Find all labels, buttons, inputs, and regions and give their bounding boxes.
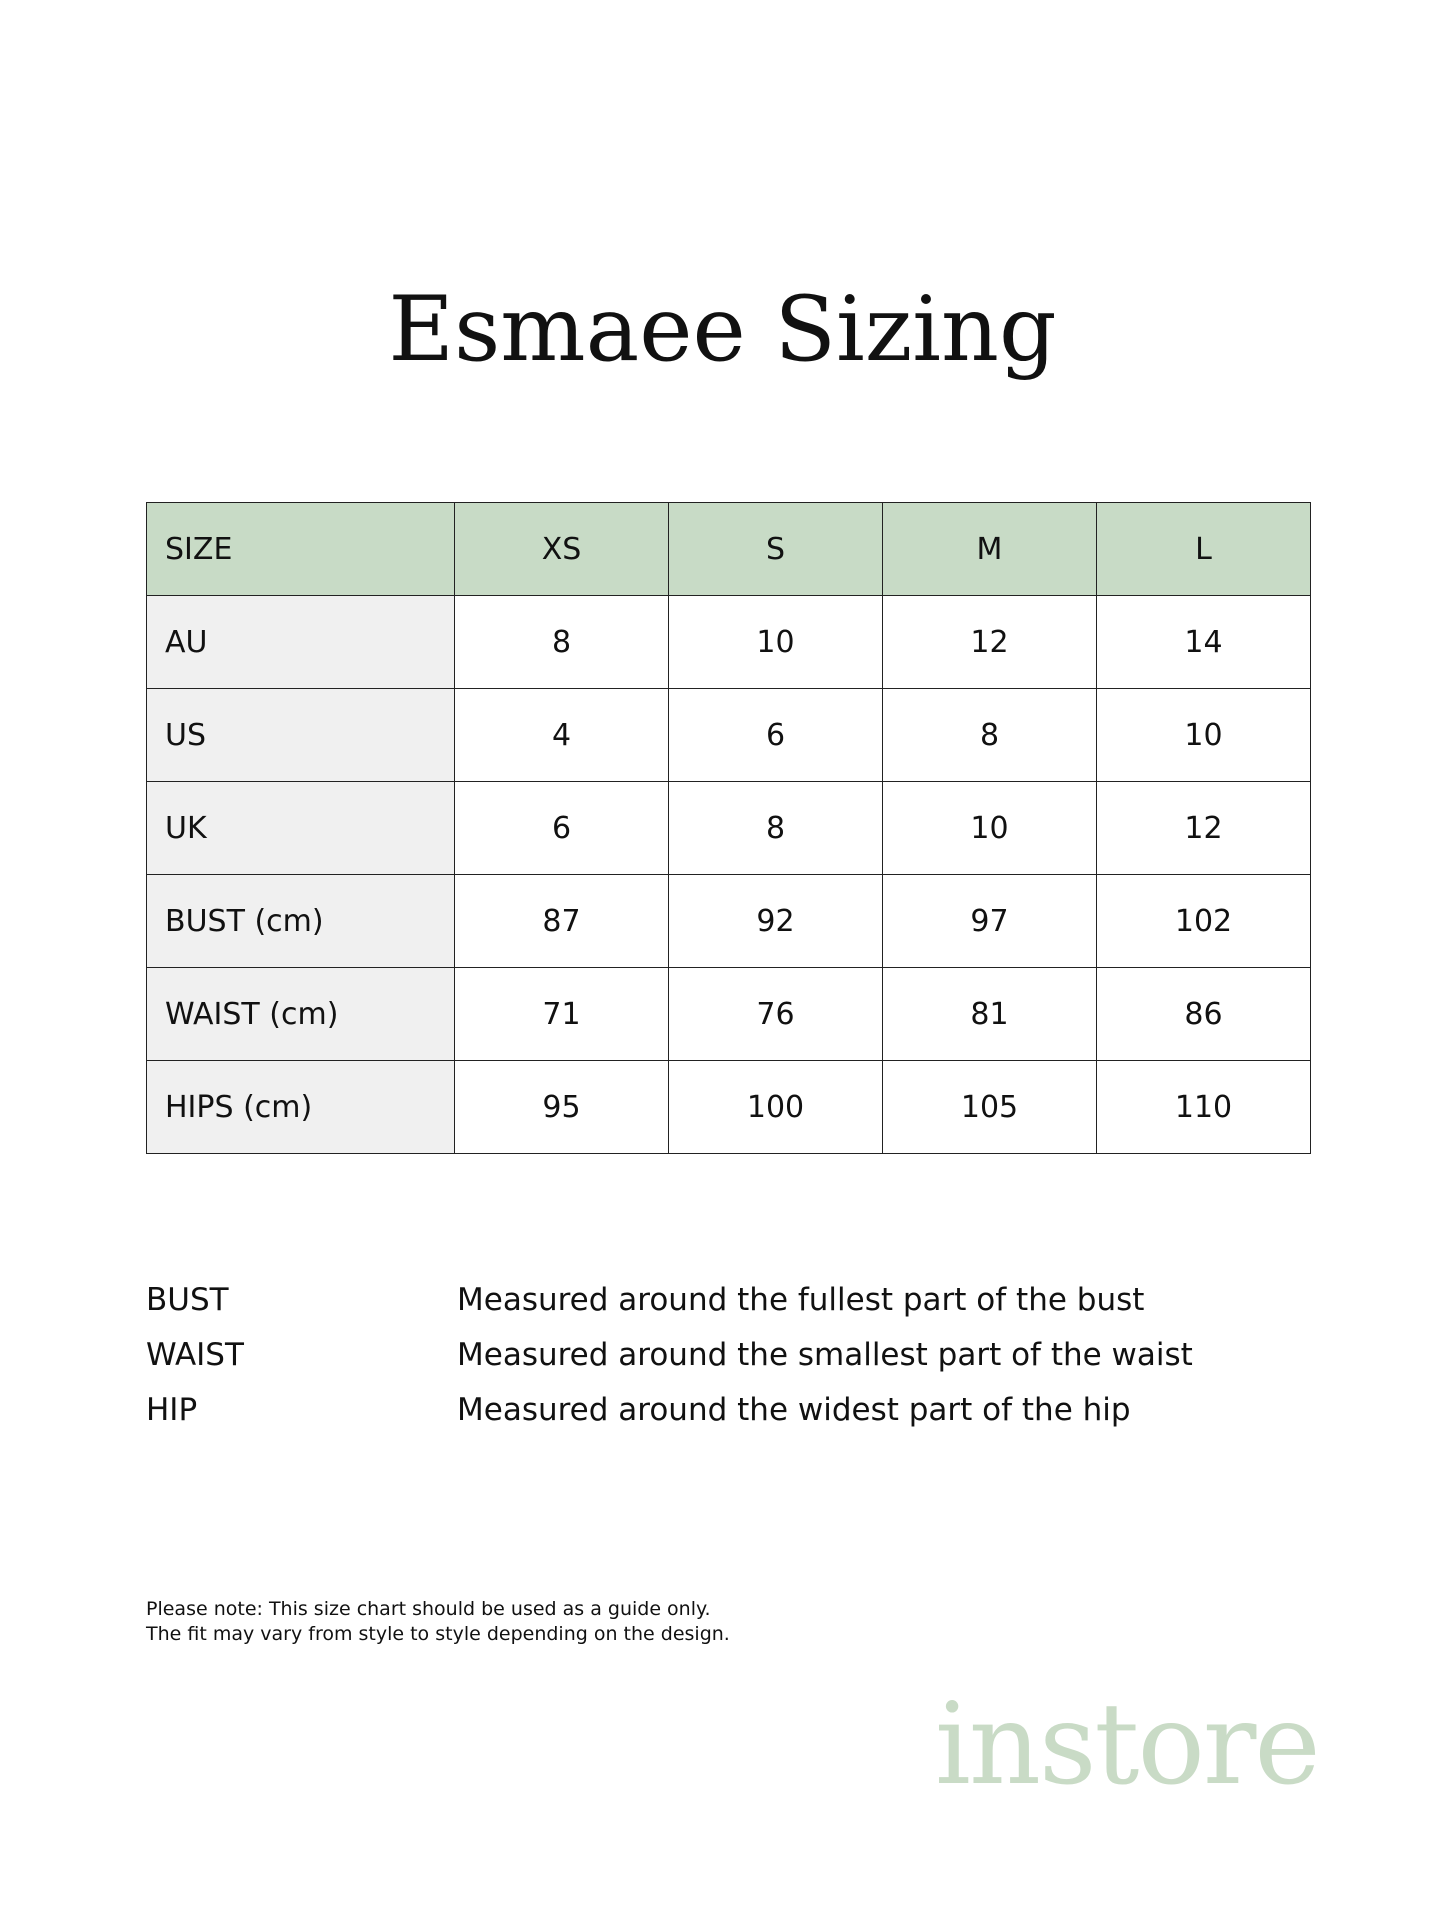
definition-term: WAIST — [146, 1336, 244, 1373]
row-label-bust: BUST (cm) — [147, 875, 455, 968]
table-header-row — [147, 503, 1311, 596]
table-row — [147, 596, 1311, 689]
table-row — [147, 689, 1311, 782]
size-chart-table — [146, 502, 1311, 1154]
table-cell: 95 — [455, 1061, 669, 1154]
row-label-hips: HIPS (cm) — [147, 1061, 455, 1154]
note-line-2: The fit may vary from style to style depending on the design. — [146, 1623, 730, 1645]
header-size-l: L — [1097, 503, 1311, 596]
page-title: Esmaee Sizing — [388, 277, 1057, 382]
table-row — [147, 968, 1311, 1061]
definition-description: Measured around the widest part of the hip — [457, 1391, 1131, 1428]
table-cell: 4 — [455, 689, 669, 782]
row-label-us: US — [147, 689, 455, 782]
table-cell: 97 — [883, 875, 1097, 968]
table-row — [147, 782, 1311, 875]
table-cell: 10 — [669, 596, 883, 689]
row-label-uk: UK — [147, 782, 455, 875]
table-cell: 102 — [1097, 875, 1311, 968]
table-cell: 8 — [669, 782, 883, 875]
definition-waist — [146, 1327, 1346, 1382]
definition-term: HIP — [146, 1391, 198, 1428]
definition-hip — [146, 1382, 1346, 1437]
table-cell: 12 — [1097, 782, 1311, 875]
header-size-xs: XS — [455, 503, 669, 596]
table-cell: 86 — [1097, 968, 1311, 1061]
definition-term: BUST — [146, 1281, 229, 1318]
definition-description: Measured around the fullest part of the bust — [457, 1281, 1145, 1318]
table-cell: 76 — [669, 968, 883, 1061]
row-label-au: AU — [147, 596, 455, 689]
table-cell: 81 — [883, 968, 1097, 1061]
table-cell: 6 — [669, 689, 883, 782]
table-row — [147, 1061, 1311, 1154]
disclaimer-note — [146, 1597, 730, 1647]
row-label-waist: WAIST (cm) — [147, 968, 455, 1061]
header-size-s: S — [669, 503, 883, 596]
measurement-definitions — [146, 1272, 1346, 1437]
definition-description: Measured around the smallest part of the waist — [457, 1336, 1193, 1373]
table-cell: 71 — [455, 968, 669, 1061]
table-cell: 92 — [669, 875, 883, 968]
table-cell: 10 — [1097, 689, 1311, 782]
table-cell: 8 — [883, 689, 1097, 782]
table-row — [147, 875, 1311, 968]
header-size-m: M — [883, 503, 1097, 596]
instore-logo: instore — [935, 1680, 1319, 1810]
table-cell: 87 — [455, 875, 669, 968]
definition-bust — [146, 1272, 1346, 1327]
table-cell: 14 — [1097, 596, 1311, 689]
table-cell: 110 — [1097, 1061, 1311, 1154]
table-cell: 105 — [883, 1061, 1097, 1154]
table-cell: 10 — [883, 782, 1097, 875]
table-cell: 6 — [455, 782, 669, 875]
header-size-label: SIZE — [147, 503, 455, 596]
table-cell: 8 — [455, 596, 669, 689]
table-cell: 100 — [669, 1061, 883, 1154]
note-line-1: Please note: This size chart should be used as a guide only. — [146, 1598, 711, 1620]
table-cell: 12 — [883, 596, 1097, 689]
